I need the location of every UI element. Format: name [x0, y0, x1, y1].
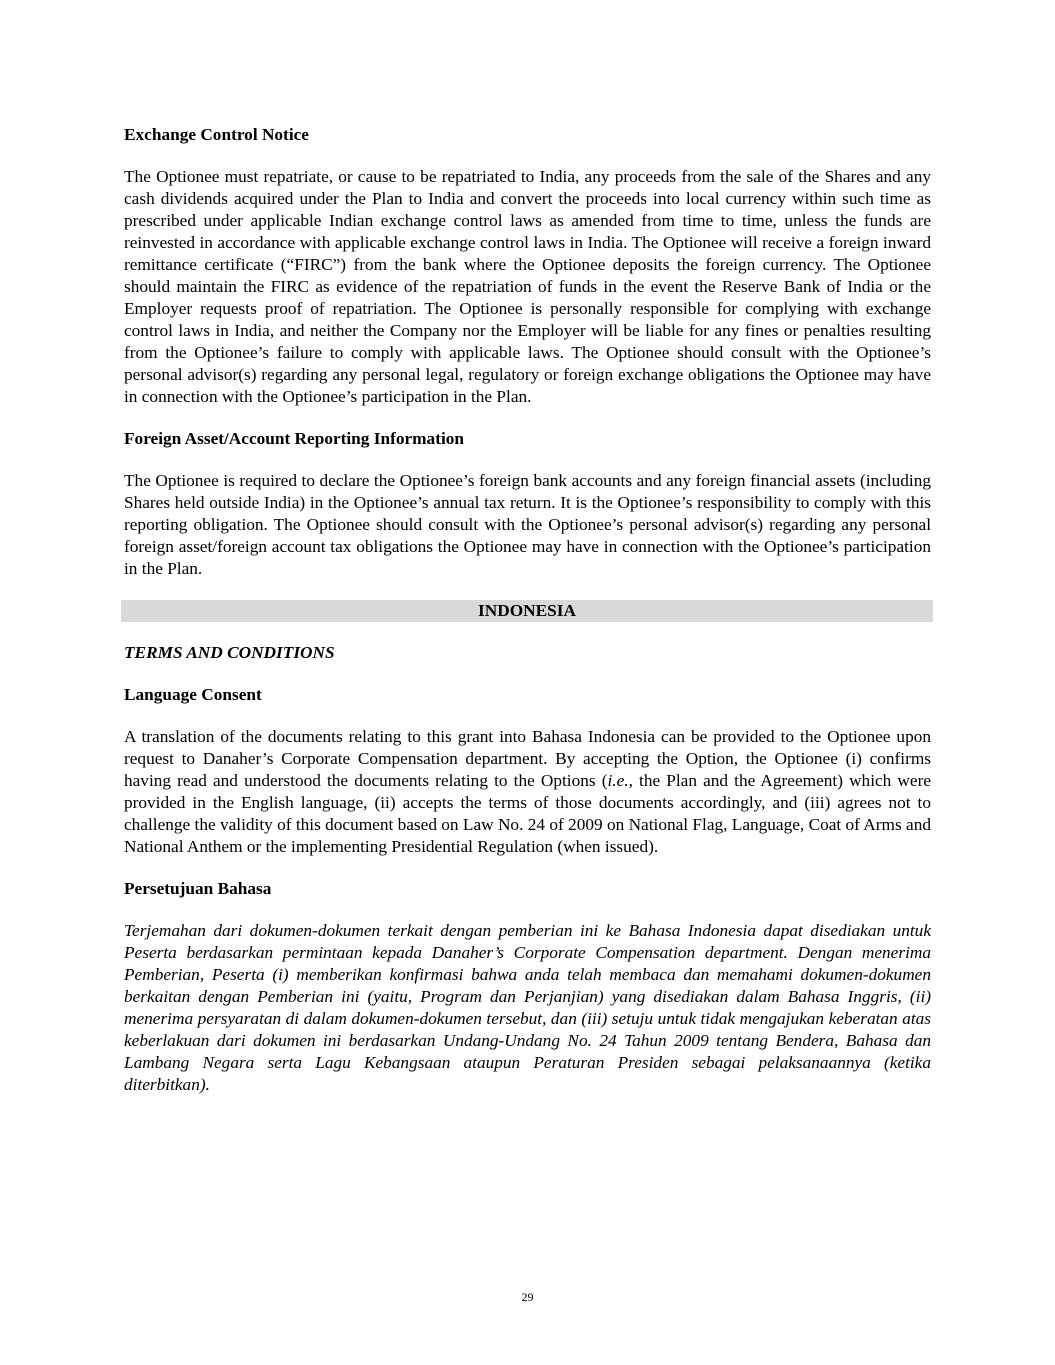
- persetujuan-bahasa-paragraph: Terjemahan dari dokumen-dokumen terkait dengan pemberian ini ke Bahasa Indonesia dapat disediakan untuk Peserta berdasarkan permintaan kepada Danaher’s Corporate Compensation department. Dengan menerima Pemberian, Peserta (i) memberikan konfirmasi bahwa anda telah membaca dan memahami dokumen-dokumen berkaitan dengan Pemberian ini (yaitu, Program dan Perjanjian) yang disediakan dalam Bahasa Inggris, (ii) menerima persyaratan di dalam dokumen-dokumen tersebut, dan (iii) setuju untuk tidak mengajukan keberatan atas keberlakuan dari dokumen ini berdasarkan Undang-Undang No. 24 Tahun 2009 tentang Bendera, Bahasa dan Lambang Negara serta Lagu Kebangsaan ataupun Peraturan Presiden sebagai pelaksanaannya (ketika diterbitkan).: [124, 921, 931, 1094]
- exchange-control-paragraph: The Optionee must repatriate, or cause to be repatriated to India, any proceeds from the sale of the Shares and any cash dividends acquired under the Plan to India and convert the proceeds into local currency within such time as prescribed under applicable Indian exchange control laws as amended from time to time, unless the funds are reinvested in accordance with applicable exchange control laws in India. The Optionee will receive a foreign inward remittance certificate (“FIRC”) from the bank where the Optionee deposits the foreign currency. The Optionee should maintain the FIRC as evidence of the repatriation of funds in the event the Reserve Bank of India or the Employer requests proof of repatriation. The Optionee is personally responsible for complying with exchange control laws in India, and neither the Company nor the Employer will be liable for any fines or penalties resulting from the Optionee’s failure to comply with applicable laws. The Optionee should consult with the Optionee’s personal advisor(s) regarding any personal legal, regulatory or foreign exchange obligations the Optionee may have in connection with the Optionee’s participation in the Plan.: [124, 167, 931, 406]
- language-consent-heading: Language Consent: [124, 685, 262, 704]
- indonesia-section-bar: [121, 600, 933, 622]
- persetujuan-bahasa-heading: Persetujuan Bahasa: [124, 879, 272, 898]
- exchange-control-heading: Exchange Control Notice: [124, 125, 309, 144]
- language-consent-text-part1: A translation of the documents relating to this grant into Bahasa Indonesia can be provided to the Optionee upon request to Danaher’s Corporate Compensation department. By accepting the Option, the Optionee (i) confirms having read and understood the documents relating to the Options (: [124, 727, 931, 790]
- terms-and-conditions-heading: TERMS AND CONDITIONS: [124, 643, 335, 662]
- document-page: [124, 124, 931, 1116]
- language-consent-text-part2: , the Plan and the Agreement) which were provided in the English language, (ii) accepts the terms of those documents accordingly, and (iii) agrees not to challenge the validity of this document based on Law No. 24 of 2009 on National Flag, Language, Coat of Arms and National Anthem or the implementing Presidential Regulation (when issued).: [124, 771, 931, 856]
- indonesia-section-title: INDONESIA: [478, 601, 576, 620]
- language-consent-ie: i.e.: [607, 771, 629, 790]
- page-number: 29: [521, 1290, 534, 1304]
- foreign-asset-paragraph: The Optionee is required to declare the Optionee’s foreign bank accounts and any foreign financial assets (including Shares held outside India) in the Optionee’s annual tax return. It is the Optionee’s responsibility to comply with this reporting obligation. The Optionee should consult with the Optionee’s personal advisor(s) regarding any personal foreign asset/foreign account tax obligations the Optionee may have in connection with the Optionee’s participation in the Plan.: [124, 471, 931, 578]
- language-consent-paragraph: [124, 726, 931, 858]
- foreign-asset-heading: Foreign Asset/Account Reporting Information: [124, 429, 465, 448]
